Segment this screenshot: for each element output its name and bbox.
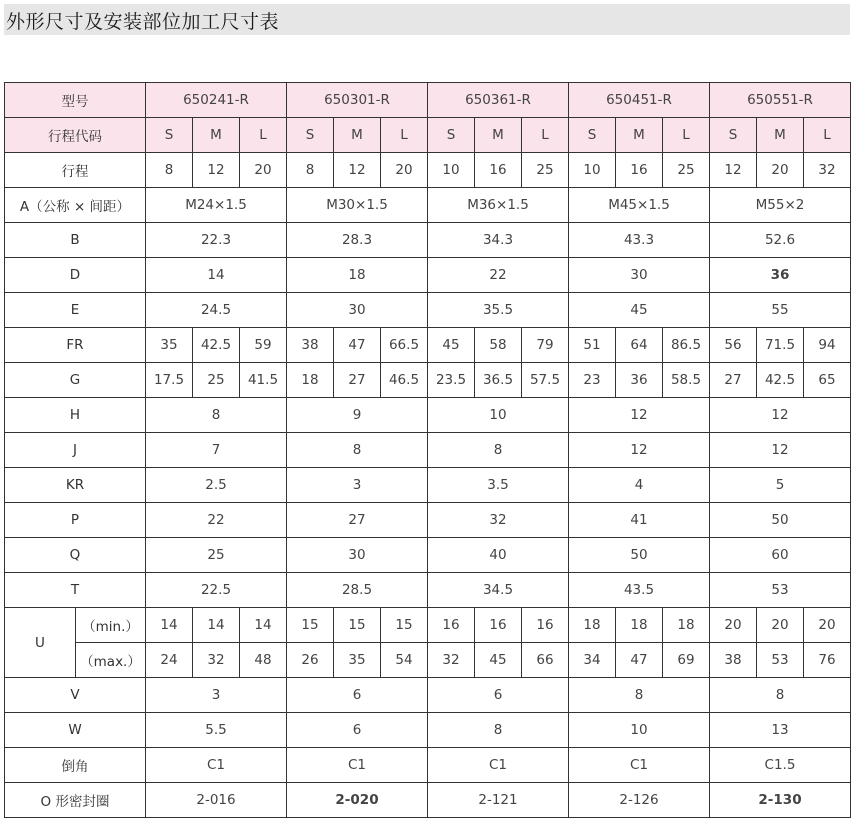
u-max-row bbox=[5, 643, 851, 678]
value-cell: M30×1.5 bbox=[287, 188, 428, 223]
value-cell: 42.5 bbox=[193, 328, 240, 363]
table-row bbox=[5, 468, 851, 503]
stroke-code-cell: M bbox=[757, 118, 804, 153]
value-cell: 18 bbox=[287, 258, 428, 293]
value-cell: 2-126 bbox=[569, 783, 710, 818]
u-min-row bbox=[5, 608, 851, 643]
value-cell: 14 bbox=[146, 258, 287, 293]
stroke-code-cell: L bbox=[522, 118, 569, 153]
value-cell: 64 bbox=[616, 328, 663, 363]
value-cell: 47 bbox=[334, 328, 381, 363]
value-cell: 8 bbox=[287, 433, 428, 468]
value-cell: 30 bbox=[569, 258, 710, 293]
stroke-cell: 12 bbox=[334, 153, 381, 188]
value-cell: 17.5 bbox=[146, 363, 193, 398]
model-label: 型号 bbox=[5, 83, 146, 118]
row-label: W bbox=[5, 713, 146, 748]
value-cell: 22 bbox=[146, 503, 287, 538]
row-label: KR bbox=[5, 468, 146, 503]
row-label: A（公称 × 间距） bbox=[5, 188, 146, 223]
value-cell: 27 bbox=[710, 363, 757, 398]
stroke-cell: 25 bbox=[522, 153, 569, 188]
stroke-cell: 25 bbox=[663, 153, 710, 188]
model-cell: 650451-R bbox=[569, 83, 710, 118]
stroke-cell: 12 bbox=[193, 153, 240, 188]
value-cell: 53 bbox=[757, 643, 804, 678]
row-label: P bbox=[5, 503, 146, 538]
value-cell: 60 bbox=[710, 538, 851, 573]
value-cell: 20 bbox=[804, 608, 851, 643]
value-cell: 26 bbox=[287, 643, 334, 678]
u-label: U bbox=[5, 608, 76, 678]
value-cell: 38 bbox=[287, 328, 334, 363]
model-header-row bbox=[5, 83, 851, 118]
stroke-cell: 10 bbox=[428, 153, 475, 188]
value-cell: 28.5 bbox=[287, 573, 428, 608]
row-label: B bbox=[5, 223, 146, 258]
stroke-code-cell: S bbox=[710, 118, 757, 153]
value-cell: 30 bbox=[287, 293, 428, 328]
table-row bbox=[5, 398, 851, 433]
stroke-cell: 8 bbox=[287, 153, 334, 188]
table-row bbox=[5, 223, 851, 258]
stroke-code-cell: S bbox=[146, 118, 193, 153]
value-cell: 18 bbox=[287, 363, 334, 398]
value-cell: C1 bbox=[146, 748, 287, 783]
value-cell: 3 bbox=[146, 678, 287, 713]
model-cell: 650361-R bbox=[428, 83, 569, 118]
value-cell: 15 bbox=[381, 608, 428, 643]
value-cell: 42.5 bbox=[757, 363, 804, 398]
value-cell: 10 bbox=[428, 398, 569, 433]
value-cell: 40 bbox=[428, 538, 569, 573]
value-cell: 20 bbox=[710, 608, 757, 643]
stroke-code-cell: S bbox=[428, 118, 475, 153]
dimension-table bbox=[4, 82, 851, 818]
stroke-code-cell: M bbox=[475, 118, 522, 153]
value-cell: 5 bbox=[710, 468, 851, 503]
table-row bbox=[5, 293, 851, 328]
value-cell: 18 bbox=[569, 608, 616, 643]
value-cell: 69 bbox=[663, 643, 710, 678]
g-row bbox=[5, 363, 851, 398]
value-cell: 16 bbox=[522, 608, 569, 643]
value-cell: 4 bbox=[569, 468, 710, 503]
table-row bbox=[5, 678, 851, 713]
model-cell: 650301-R bbox=[287, 83, 428, 118]
row-label: Q bbox=[5, 538, 146, 573]
table-row bbox=[5, 188, 851, 223]
value-cell: 14 bbox=[240, 608, 287, 643]
value-cell: 41.5 bbox=[240, 363, 287, 398]
value-cell: 6 bbox=[287, 713, 428, 748]
value-cell: 57.5 bbox=[522, 363, 569, 398]
value-cell: 28.3 bbox=[287, 223, 428, 258]
value-cell: 45 bbox=[428, 328, 475, 363]
stroke-code-row bbox=[5, 118, 851, 153]
value-cell: 22.5 bbox=[146, 573, 287, 608]
value-cell: 12 bbox=[569, 433, 710, 468]
value-cell: 2-130 bbox=[710, 783, 851, 818]
table-row bbox=[5, 783, 851, 818]
stroke-cell: 8 bbox=[146, 153, 193, 188]
value-cell: 10 bbox=[569, 713, 710, 748]
table-row bbox=[5, 538, 851, 573]
row-label: E bbox=[5, 293, 146, 328]
stroke-cell: 10 bbox=[569, 153, 616, 188]
value-cell: 8 bbox=[428, 433, 569, 468]
value-cell: 3 bbox=[287, 468, 428, 503]
value-cell: 13 bbox=[710, 713, 851, 748]
value-cell: 35.5 bbox=[428, 293, 569, 328]
value-cell: 6 bbox=[287, 678, 428, 713]
value-cell: 79 bbox=[522, 328, 569, 363]
value-cell: 23 bbox=[569, 363, 616, 398]
stroke-label: 行程 bbox=[5, 153, 146, 188]
value-cell: 2.5 bbox=[146, 468, 287, 503]
value-cell: 32 bbox=[428, 643, 475, 678]
fr-row bbox=[5, 328, 851, 363]
table-row bbox=[5, 573, 851, 608]
value-cell: 38 bbox=[710, 643, 757, 678]
value-cell: M55×2 bbox=[710, 188, 851, 223]
value-cell: 35 bbox=[146, 328, 193, 363]
value-cell: 5.5 bbox=[146, 713, 287, 748]
value-cell: 3.5 bbox=[428, 468, 569, 503]
value-cell: C1 bbox=[428, 748, 569, 783]
value-cell: 16 bbox=[475, 608, 522, 643]
row-label: D bbox=[5, 258, 146, 293]
table-row bbox=[5, 748, 851, 783]
title-bar bbox=[4, 4, 850, 35]
stroke-code-cell: M bbox=[616, 118, 663, 153]
value-cell: C1 bbox=[287, 748, 428, 783]
value-cell: M45×1.5 bbox=[569, 188, 710, 223]
value-cell: 58 bbox=[475, 328, 522, 363]
stroke-code-cell: M bbox=[193, 118, 240, 153]
value-cell: 23.5 bbox=[428, 363, 475, 398]
value-cell: 48 bbox=[240, 643, 287, 678]
value-cell: 20 bbox=[757, 608, 804, 643]
value-cell: 45 bbox=[569, 293, 710, 328]
value-cell: 45 bbox=[475, 643, 522, 678]
value-cell: 36 bbox=[616, 363, 663, 398]
stroke-code-cell: L bbox=[663, 118, 710, 153]
value-cell: 55 bbox=[710, 293, 851, 328]
stroke-row bbox=[5, 153, 851, 188]
value-cell: 50 bbox=[569, 538, 710, 573]
value-cell: 25 bbox=[146, 538, 287, 573]
value-cell: 43.5 bbox=[569, 573, 710, 608]
stroke-cell: 32 bbox=[804, 153, 851, 188]
value-cell: 47 bbox=[616, 643, 663, 678]
stroke-code-cell: M bbox=[334, 118, 381, 153]
stroke-cell: 20 bbox=[240, 153, 287, 188]
value-cell: 32 bbox=[428, 503, 569, 538]
value-cell: 71.5 bbox=[757, 328, 804, 363]
value-cell: 8 bbox=[710, 678, 851, 713]
row-label: FR bbox=[5, 328, 146, 363]
value-cell: 34 bbox=[569, 643, 616, 678]
model-cell: 650241-R bbox=[146, 83, 287, 118]
value-cell: 76 bbox=[804, 643, 851, 678]
stroke-cell: 16 bbox=[616, 153, 663, 188]
value-cell: 32 bbox=[193, 643, 240, 678]
value-cell: C1.5 bbox=[710, 748, 851, 783]
row-label: H bbox=[5, 398, 146, 433]
value-cell: 34.5 bbox=[428, 573, 569, 608]
stroke-code-cell: S bbox=[287, 118, 334, 153]
table-row bbox=[5, 258, 851, 293]
value-cell: 12 bbox=[569, 398, 710, 433]
value-cell: 2-016 bbox=[146, 783, 287, 818]
value-cell: 14 bbox=[193, 608, 240, 643]
value-cell: 16 bbox=[428, 608, 475, 643]
stroke-code-label: 行程代码 bbox=[5, 118, 146, 153]
stroke-cell: 16 bbox=[475, 153, 522, 188]
value-cell: 86.5 bbox=[663, 328, 710, 363]
stroke-code-cell: S bbox=[569, 118, 616, 153]
model-cell: 650551-R bbox=[710, 83, 851, 118]
page-title: 外形尺寸及安装部位加工尺寸表 bbox=[6, 11, 280, 33]
value-cell: 8 bbox=[146, 398, 287, 433]
value-cell: 34.3 bbox=[428, 223, 569, 258]
value-cell: 15 bbox=[334, 608, 381, 643]
value-cell: 22.3 bbox=[146, 223, 287, 258]
value-cell: 52.6 bbox=[710, 223, 851, 258]
value-cell: 18 bbox=[616, 608, 663, 643]
stroke-code-cell: L bbox=[240, 118, 287, 153]
value-cell: C1 bbox=[569, 748, 710, 783]
u-min-label: （min.） bbox=[76, 608, 146, 643]
value-cell: 36.5 bbox=[475, 363, 522, 398]
row-label: O 形密封圈 bbox=[5, 783, 146, 818]
value-cell: 12 bbox=[710, 398, 851, 433]
value-cell: 9 bbox=[287, 398, 428, 433]
value-cell: 24.5 bbox=[146, 293, 287, 328]
value-cell: M24×1.5 bbox=[146, 188, 287, 223]
stroke-code-cell: L bbox=[804, 118, 851, 153]
table-row bbox=[5, 503, 851, 538]
row-label: G bbox=[5, 363, 146, 398]
row-label: V bbox=[5, 678, 146, 713]
value-cell: 66 bbox=[522, 643, 569, 678]
stroke-cell: 12 bbox=[710, 153, 757, 188]
value-cell: 14 bbox=[146, 608, 193, 643]
table-row bbox=[5, 713, 851, 748]
value-cell: 94 bbox=[804, 328, 851, 363]
value-cell: 50 bbox=[710, 503, 851, 538]
value-cell: 2-020 bbox=[287, 783, 428, 818]
value-cell: 30 bbox=[287, 538, 428, 573]
value-cell: 2-121 bbox=[428, 783, 569, 818]
value-cell: 54 bbox=[381, 643, 428, 678]
stroke-cell: 20 bbox=[757, 153, 804, 188]
value-cell: 65 bbox=[804, 363, 851, 398]
value-cell: 46.5 bbox=[381, 363, 428, 398]
value-cell: 53 bbox=[710, 573, 851, 608]
value-cell: 43.3 bbox=[569, 223, 710, 258]
value-cell: 15 bbox=[287, 608, 334, 643]
stroke-code-cell: L bbox=[381, 118, 428, 153]
row-label: T bbox=[5, 573, 146, 608]
value-cell: 24 bbox=[146, 643, 193, 678]
value-cell: M36×1.5 bbox=[428, 188, 569, 223]
value-cell: 12 bbox=[710, 433, 851, 468]
value-cell: 51 bbox=[569, 328, 616, 363]
value-cell: 8 bbox=[569, 678, 710, 713]
value-cell: 41 bbox=[569, 503, 710, 538]
table-row bbox=[5, 433, 851, 468]
stroke-cell: 20 bbox=[381, 153, 428, 188]
value-cell: 18 bbox=[663, 608, 710, 643]
value-cell: 6 bbox=[428, 678, 569, 713]
value-cell: 7 bbox=[146, 433, 287, 468]
value-cell: 8 bbox=[428, 713, 569, 748]
value-cell: 27 bbox=[287, 503, 428, 538]
value-cell: 35 bbox=[334, 643, 381, 678]
value-cell: 36 bbox=[710, 258, 851, 293]
row-label: 倒角 bbox=[5, 748, 146, 783]
u-max-label: （max.） bbox=[76, 643, 146, 678]
row-label: J bbox=[5, 433, 146, 468]
value-cell: 22 bbox=[428, 258, 569, 293]
value-cell: 56 bbox=[710, 328, 757, 363]
value-cell: 59 bbox=[240, 328, 287, 363]
value-cell: 27 bbox=[334, 363, 381, 398]
value-cell: 58.5 bbox=[663, 363, 710, 398]
value-cell: 66.5 bbox=[381, 328, 428, 363]
value-cell: 25 bbox=[193, 363, 240, 398]
